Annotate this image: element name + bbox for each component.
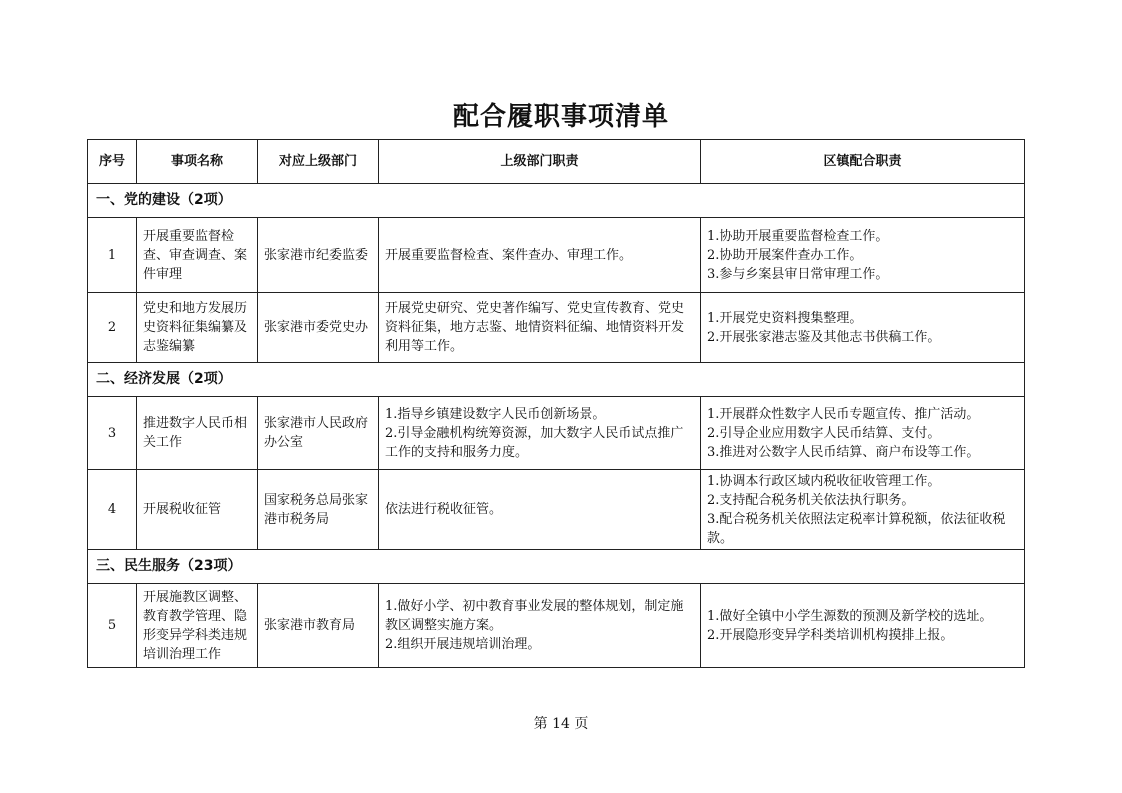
duty-line: 1.协调本行政区域内税收征收管理工作。 (707, 473, 941, 489)
table-row (88, 293, 1025, 363)
duty-table (87, 139, 1025, 668)
row-seq: 2 (88, 293, 137, 363)
duty-line: 3.参与乡案县审日常审理工作。 (707, 266, 889, 282)
row-item-name: 党史和地方发展历史资料征集编纂及志鉴编纂 (137, 293, 258, 363)
duty-line: 1.协助开展重要监督检查工作。 (707, 228, 889, 244)
col-header-seq: 序号 (88, 140, 137, 184)
section-row (88, 363, 1025, 397)
table-header-row (88, 140, 1025, 184)
row-upper-dept: 张家港市教育局 (258, 584, 379, 668)
duty-line: 2.引导企业应用数字人民币结算、支付。 (707, 425, 941, 441)
row-coop-duty (701, 584, 1025, 668)
duty-line: 1.开展群众性数字人民币专题宣传、推广活动。 (707, 406, 980, 422)
section-label: 二、经济发展（2项） (88, 363, 1025, 397)
row-item-name: 开展税收征管 (137, 470, 258, 550)
duty-line: 2.组织开展违规培训治理。 (385, 637, 541, 652)
row-item-name: 推进数字人民币相关工作 (137, 397, 258, 470)
page-number: 第 14 页 (533, 716, 589, 732)
row-item-name: 开展施教区调整、教育教学管理、隐形变异学科类违规培训治理工作 (137, 584, 258, 668)
duty-line: 1.开展党史资料搜集整理。 (707, 310, 863, 326)
row-item-name: 开展重要监督检查、审查调查、案件审理 (137, 218, 258, 293)
table-row (88, 397, 1025, 470)
col-header-upper-dept: 对应上级部门 (258, 140, 379, 184)
section-row (88, 184, 1025, 218)
row-upper-duty (379, 470, 701, 550)
row-seq: 4 (88, 470, 137, 550)
section-label: 一、党的建设（2项） (88, 184, 1025, 218)
row-coop-duty (701, 397, 1025, 470)
duty-line: 3.配合税务机关依照法定税率计算税额，依法征收税款。 (707, 511, 1006, 546)
row-upper-duty (379, 293, 701, 363)
duty-line: 1.做好全镇中小学生源数的预测及新学校的选址。 (707, 608, 993, 624)
col-header-item-name: 事项名称 (137, 140, 258, 184)
row-coop-duty (701, 218, 1025, 293)
row-upper-duty (379, 397, 701, 470)
row-seq: 1 (88, 218, 137, 293)
duty-line: 2.支持配合税务机关依法执行职务。 (707, 492, 915, 508)
row-coop-duty (701, 293, 1025, 363)
duty-line: 开展重要监督检查、案件查办、审理工作。 (385, 247, 633, 263)
row-upper-dept: 国家税务总局张家港市税务局 (258, 470, 379, 550)
row-upper-dept: 张家港市委党史办 (258, 293, 379, 363)
duty-line: 开展党史研究、党史著作编写、党史宣传教育、党史资料征集，地方志鉴、地情资料征编、地情资料开发利用等工作。 (385, 301, 685, 354)
row-seq: 3 (88, 397, 137, 470)
row-upper-dept: 张家港市纪委监委 (258, 218, 379, 293)
duty-line: 依法进行税收征管。 (385, 502, 503, 517)
table-row (88, 218, 1025, 293)
row-upper-duty (379, 218, 701, 293)
table-row (88, 470, 1025, 550)
row-upper-dept: 张家港市人民政府办公室 (258, 397, 379, 470)
page-title: 配合履职事项清单 (452, 102, 669, 132)
duty-line: 2.引导金融机构统筹资源，加大数字人民币试点推广工作的支持和服务力度。 (385, 425, 684, 460)
duty-line: 2.开展张家港志鉴及其他志书供稿工作。 (707, 329, 941, 345)
section-row (88, 550, 1025, 584)
duty-line: 3.推进对公数字人民币结算、商户布设等工作。 (707, 444, 980, 460)
table-row (88, 584, 1025, 668)
row-coop-duty (701, 470, 1025, 550)
col-header-upper-duty: 上级部门职责 (379, 140, 701, 184)
col-header-coop-duty: 区镇配合职责 (701, 140, 1025, 184)
duty-line: 2.协助开展案件查办工作。 (707, 247, 863, 263)
duty-line: 1.做好小学、初中教育事业发展的整体规划，制定施教区调整实施方案。 (385, 599, 684, 633)
row-upper-duty (379, 584, 701, 668)
duty-line: 1.指导乡镇建设数字人民币创新场景。 (385, 406, 606, 422)
duty-line: 2.开展隐形变异学科类培训机构摸排上报。 (707, 627, 954, 643)
section-label: 三、民生服务（23项） (88, 550, 1025, 584)
row-seq: 5 (88, 584, 137, 668)
